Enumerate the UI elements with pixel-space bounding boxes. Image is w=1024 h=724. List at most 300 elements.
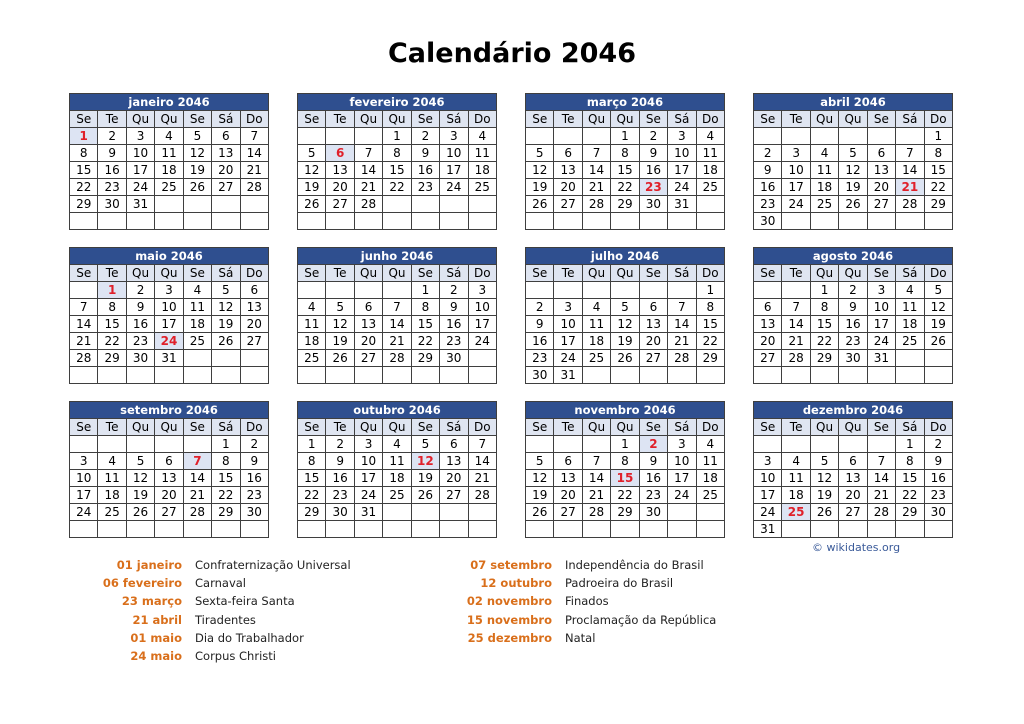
holiday-name: Independência do Brasil bbox=[565, 558, 704, 572]
month-title: agosto 2046 bbox=[754, 248, 953, 265]
day-cell: 19 bbox=[411, 470, 439, 487]
day-cell: 10 bbox=[668, 453, 696, 470]
empty-cell bbox=[411, 213, 439, 230]
holiday-day-cell: 23 bbox=[639, 179, 667, 196]
day-cell: 19 bbox=[611, 333, 639, 350]
weekday-header: Qu bbox=[354, 419, 382, 436]
day-cell: 12 bbox=[526, 470, 554, 487]
month-calendar bbox=[525, 93, 725, 230]
day-cell: 11 bbox=[298, 316, 326, 333]
day-cell: 28 bbox=[354, 196, 382, 213]
day-cell: 6 bbox=[554, 453, 582, 470]
weekday-header: Qu bbox=[611, 111, 639, 128]
day-cell: 14 bbox=[468, 453, 496, 470]
day-cell: 13 bbox=[354, 316, 382, 333]
empty-cell bbox=[383, 504, 411, 521]
day-cell: 16 bbox=[754, 179, 782, 196]
day-cell: 29 bbox=[298, 504, 326, 521]
empty-cell bbox=[98, 367, 126, 384]
day-cell: 15 bbox=[411, 316, 439, 333]
day-cell: 9 bbox=[924, 453, 952, 470]
day-cell: 29 bbox=[696, 350, 724, 367]
empty-cell bbox=[98, 213, 126, 230]
day-cell: 25 bbox=[183, 333, 211, 350]
empty-cell bbox=[354, 367, 382, 384]
day-cell: 1 bbox=[611, 128, 639, 145]
day-cell: 12 bbox=[298, 162, 326, 179]
day-cell: 23 bbox=[754, 196, 782, 213]
day-cell: 8 bbox=[896, 453, 924, 470]
day-cell: 10 bbox=[126, 145, 154, 162]
empty-cell bbox=[468, 367, 496, 384]
day-cell: 18 bbox=[298, 333, 326, 350]
weekday-header: Se bbox=[70, 265, 98, 282]
day-cell: 5 bbox=[411, 436, 439, 453]
day-cell: 16 bbox=[526, 333, 554, 350]
day-cell: 5 bbox=[212, 282, 240, 299]
empty-cell bbox=[782, 436, 810, 453]
day-cell: 11 bbox=[183, 299, 211, 316]
weekday-header: Sá bbox=[896, 111, 924, 128]
weekday-header: Qu bbox=[126, 111, 154, 128]
day-cell: 21 bbox=[468, 470, 496, 487]
month-calendar bbox=[69, 93, 269, 230]
day-cell: 21 bbox=[183, 487, 211, 504]
day-cell: 16 bbox=[326, 470, 354, 487]
day-cell: 13 bbox=[326, 162, 354, 179]
day-cell: 5 bbox=[183, 128, 211, 145]
day-cell: 9 bbox=[126, 299, 154, 316]
day-cell: 9 bbox=[639, 145, 667, 162]
month-calendar bbox=[297, 401, 497, 538]
weekday-header: Do bbox=[468, 419, 496, 436]
day-cell: 12 bbox=[810, 470, 838, 487]
day-cell: 3 bbox=[782, 145, 810, 162]
empty-cell bbox=[240, 521, 268, 538]
empty-cell bbox=[212, 350, 240, 367]
weekday-header: Se bbox=[411, 265, 439, 282]
weekday-header: Do bbox=[924, 111, 952, 128]
weekday-header: Sá bbox=[668, 111, 696, 128]
empty-cell bbox=[298, 521, 326, 538]
weekday-header: Qu bbox=[582, 265, 610, 282]
day-cell: 17 bbox=[668, 162, 696, 179]
empty-cell bbox=[896, 367, 924, 384]
weekday-header: Se bbox=[754, 419, 782, 436]
day-cell: 25 bbox=[383, 487, 411, 504]
empty-cell bbox=[98, 436, 126, 453]
holiday-day-cell: 1 bbox=[98, 282, 126, 299]
day-cell: 11 bbox=[696, 145, 724, 162]
empty-cell bbox=[383, 196, 411, 213]
day-cell: 10 bbox=[354, 453, 382, 470]
day-cell: 23 bbox=[639, 487, 667, 504]
day-cell: 22 bbox=[924, 179, 952, 196]
weekday-header: Do bbox=[240, 111, 268, 128]
day-cell: 13 bbox=[839, 470, 867, 487]
day-cell: 26 bbox=[411, 487, 439, 504]
empty-cell bbox=[810, 436, 838, 453]
day-cell: 17 bbox=[554, 333, 582, 350]
day-cell: 14 bbox=[240, 145, 268, 162]
month-calendar bbox=[297, 247, 497, 384]
day-cell: 8 bbox=[810, 299, 838, 316]
day-cell: 16 bbox=[639, 470, 667, 487]
weekday-header: Do bbox=[468, 111, 496, 128]
day-cell: 20 bbox=[867, 179, 895, 196]
day-cell: 29 bbox=[212, 504, 240, 521]
day-cell: 30 bbox=[526, 367, 554, 384]
weekday-header: Qu bbox=[354, 265, 382, 282]
day-cell: 31 bbox=[867, 350, 895, 367]
day-cell: 3 bbox=[668, 128, 696, 145]
day-cell: 9 bbox=[240, 453, 268, 470]
day-cell: 7 bbox=[354, 145, 382, 162]
day-cell: 6 bbox=[354, 299, 382, 316]
weekday-header: Se bbox=[526, 111, 554, 128]
empty-cell bbox=[896, 350, 924, 367]
empty-cell bbox=[754, 282, 782, 299]
empty-cell bbox=[126, 367, 154, 384]
day-cell: 21 bbox=[668, 333, 696, 350]
day-cell: 21 bbox=[582, 179, 610, 196]
weekday-header: Qu bbox=[155, 419, 183, 436]
day-cell: 3 bbox=[867, 282, 895, 299]
empty-cell bbox=[924, 213, 952, 230]
weekday-header: Se bbox=[867, 419, 895, 436]
empty-cell bbox=[70, 367, 98, 384]
day-cell: 12 bbox=[183, 145, 211, 162]
weekday-header: Do bbox=[696, 111, 724, 128]
holiday-day-cell: 6 bbox=[326, 145, 354, 162]
day-cell: 2 bbox=[924, 436, 952, 453]
day-cell: 10 bbox=[668, 145, 696, 162]
day-cell: 10 bbox=[867, 299, 895, 316]
weekday-header: Te bbox=[326, 111, 354, 128]
weekday-header: Se bbox=[411, 111, 439, 128]
day-cell: 26 bbox=[839, 196, 867, 213]
day-cell: 3 bbox=[668, 436, 696, 453]
empty-cell bbox=[354, 521, 382, 538]
day-cell: 29 bbox=[70, 196, 98, 213]
day-cell: 30 bbox=[839, 350, 867, 367]
day-cell: 15 bbox=[696, 316, 724, 333]
day-cell: 7 bbox=[867, 453, 895, 470]
holiday-date: 24 maio bbox=[130, 649, 182, 663]
weekday-header: Se bbox=[298, 111, 326, 128]
empty-cell bbox=[326, 128, 354, 145]
day-cell: 26 bbox=[526, 196, 554, 213]
day-cell: 14 bbox=[867, 470, 895, 487]
day-cell: 2 bbox=[839, 282, 867, 299]
empty-cell bbox=[326, 521, 354, 538]
day-cell: 21 bbox=[70, 333, 98, 350]
day-cell: 2 bbox=[326, 436, 354, 453]
empty-cell bbox=[70, 213, 98, 230]
day-cell: 21 bbox=[240, 162, 268, 179]
weekday-header: Qu bbox=[126, 265, 154, 282]
empty-cell bbox=[183, 436, 211, 453]
empty-cell bbox=[754, 367, 782, 384]
day-cell: 6 bbox=[639, 299, 667, 316]
empty-cell bbox=[668, 367, 696, 384]
holiday-day-cell: 21 bbox=[896, 179, 924, 196]
day-cell: 13 bbox=[867, 162, 895, 179]
day-cell: 18 bbox=[582, 333, 610, 350]
day-cell: 27 bbox=[554, 196, 582, 213]
day-cell: 18 bbox=[696, 470, 724, 487]
empty-cell bbox=[155, 196, 183, 213]
day-cell: 29 bbox=[411, 350, 439, 367]
day-cell: 10 bbox=[782, 162, 810, 179]
day-cell: 25 bbox=[696, 487, 724, 504]
day-cell: 26 bbox=[126, 504, 154, 521]
empty-cell bbox=[782, 367, 810, 384]
empty-cell bbox=[183, 350, 211, 367]
empty-cell bbox=[696, 367, 724, 384]
holiday-name: Proclamação da República bbox=[565, 612, 717, 627]
weekday-header: Qu bbox=[611, 419, 639, 436]
empty-cell bbox=[754, 128, 782, 145]
empty-cell bbox=[126, 213, 154, 230]
day-cell: 2 bbox=[126, 282, 154, 299]
day-cell: 25 bbox=[810, 196, 838, 213]
empty-cell bbox=[554, 436, 582, 453]
day-cell: 4 bbox=[183, 282, 211, 299]
empty-cell bbox=[639, 521, 667, 538]
weekday-header: Te bbox=[326, 265, 354, 282]
month-calendar bbox=[753, 401, 953, 538]
weekday-header: Do bbox=[240, 265, 268, 282]
day-cell: 12 bbox=[526, 162, 554, 179]
day-cell: 4 bbox=[782, 453, 810, 470]
empty-cell bbox=[298, 128, 326, 145]
day-cell: 7 bbox=[468, 436, 496, 453]
month-title: julho 2046 bbox=[526, 248, 725, 265]
day-cell: 20 bbox=[554, 487, 582, 504]
empty-cell bbox=[839, 213, 867, 230]
day-cell: 28 bbox=[668, 350, 696, 367]
day-cell: 1 bbox=[896, 436, 924, 453]
holiday-name: Carnaval bbox=[195, 576, 246, 591]
day-cell: 8 bbox=[924, 145, 952, 162]
empty-cell bbox=[126, 521, 154, 538]
day-cell: 17 bbox=[754, 487, 782, 504]
weekday-header: Qu bbox=[582, 419, 610, 436]
day-cell: 9 bbox=[411, 145, 439, 162]
day-cell: 25 bbox=[696, 179, 724, 196]
empty-cell bbox=[298, 282, 326, 299]
day-cell: 15 bbox=[896, 470, 924, 487]
weekday-header: Te bbox=[782, 419, 810, 436]
empty-cell bbox=[839, 128, 867, 145]
day-cell: 16 bbox=[924, 470, 952, 487]
weekday-header: Se bbox=[639, 111, 667, 128]
weekday-header: Te bbox=[554, 111, 582, 128]
day-cell: 26 bbox=[924, 333, 952, 350]
empty-cell bbox=[582, 436, 610, 453]
weekday-header: Sá bbox=[440, 111, 468, 128]
month-title: março 2046 bbox=[526, 94, 725, 111]
day-cell: 17 bbox=[126, 162, 154, 179]
weekday-header: Qu bbox=[611, 265, 639, 282]
weekday-header: Se bbox=[183, 265, 211, 282]
empty-cell bbox=[526, 128, 554, 145]
empty-cell bbox=[155, 367, 183, 384]
day-cell: 10 bbox=[554, 316, 582, 333]
day-cell: 13 bbox=[639, 316, 667, 333]
day-cell: 7 bbox=[70, 299, 98, 316]
day-cell: 14 bbox=[896, 162, 924, 179]
empty-cell bbox=[468, 350, 496, 367]
day-cell: 19 bbox=[298, 179, 326, 196]
day-cell: 17 bbox=[468, 316, 496, 333]
day-cell: 31 bbox=[668, 196, 696, 213]
day-cell: 29 bbox=[611, 196, 639, 213]
day-cell: 2 bbox=[639, 128, 667, 145]
credit-link[interactable]: © wikidates.org bbox=[812, 541, 901, 554]
day-cell: 4 bbox=[696, 436, 724, 453]
day-cell: 21 bbox=[354, 179, 382, 196]
day-cell: 25 bbox=[468, 179, 496, 196]
day-cell: 1 bbox=[411, 282, 439, 299]
day-cell: 11 bbox=[98, 470, 126, 487]
day-cell: 10 bbox=[468, 299, 496, 316]
holiday-date: 02 novembro bbox=[466, 594, 552, 609]
day-cell: 24 bbox=[554, 350, 582, 367]
empty-cell bbox=[411, 367, 439, 384]
empty-cell bbox=[668, 213, 696, 230]
day-cell: 9 bbox=[440, 299, 468, 316]
day-cell: 28 bbox=[582, 504, 610, 521]
empty-cell bbox=[440, 367, 468, 384]
day-cell: 6 bbox=[440, 436, 468, 453]
empty-cell bbox=[582, 521, 610, 538]
day-cell: 23 bbox=[126, 333, 154, 350]
day-cell: 8 bbox=[298, 453, 326, 470]
day-cell: 20 bbox=[326, 179, 354, 196]
day-cell: 5 bbox=[611, 299, 639, 316]
day-cell: 3 bbox=[554, 299, 582, 316]
day-cell: 8 bbox=[411, 299, 439, 316]
empty-cell bbox=[611, 213, 639, 230]
day-cell: 19 bbox=[924, 316, 952, 333]
holiday-day-cell: 15 bbox=[611, 470, 639, 487]
empty-cell bbox=[411, 196, 439, 213]
empty-cell bbox=[924, 350, 952, 367]
day-cell: 15 bbox=[810, 316, 838, 333]
holiday-day-cell: 24 bbox=[155, 333, 183, 350]
day-cell: 3 bbox=[354, 436, 382, 453]
empty-cell bbox=[896, 521, 924, 538]
empty-cell bbox=[468, 521, 496, 538]
weekday-header: Se bbox=[70, 419, 98, 436]
empty-cell bbox=[782, 521, 810, 538]
empty-cell bbox=[240, 196, 268, 213]
day-cell: 26 bbox=[298, 196, 326, 213]
day-cell: 5 bbox=[326, 299, 354, 316]
day-cell: 5 bbox=[298, 145, 326, 162]
day-cell: 24 bbox=[468, 333, 496, 350]
day-cell: 20 bbox=[240, 316, 268, 333]
day-cell: 22 bbox=[611, 179, 639, 196]
weekday-header: Se bbox=[639, 265, 667, 282]
day-cell: 11 bbox=[383, 453, 411, 470]
holiday-day-cell: 1 bbox=[70, 128, 98, 145]
weekday-header: Se bbox=[298, 265, 326, 282]
empty-cell bbox=[440, 504, 468, 521]
empty-cell bbox=[611, 282, 639, 299]
month-title: dezembro 2046 bbox=[754, 402, 953, 419]
weekday-header: Se bbox=[867, 265, 895, 282]
empty-cell bbox=[212, 196, 240, 213]
day-cell: 22 bbox=[212, 487, 240, 504]
day-cell: 9 bbox=[839, 299, 867, 316]
empty-cell bbox=[668, 504, 696, 521]
day-cell: 3 bbox=[70, 453, 98, 470]
day-cell: 3 bbox=[126, 128, 154, 145]
page-title: Calendário 2046 bbox=[387, 38, 637, 69]
day-cell: 19 bbox=[212, 316, 240, 333]
weekday-header: Do bbox=[696, 265, 724, 282]
weekday-header: Sá bbox=[668, 419, 696, 436]
day-cell: 4 bbox=[468, 128, 496, 145]
month-title: abril 2046 bbox=[754, 94, 953, 111]
empty-cell bbox=[839, 521, 867, 538]
day-cell: 30 bbox=[924, 504, 952, 521]
day-cell: 22 bbox=[298, 487, 326, 504]
day-cell: 16 bbox=[639, 162, 667, 179]
weekday-header: Qu bbox=[383, 265, 411, 282]
day-cell: 15 bbox=[298, 470, 326, 487]
day-cell: 4 bbox=[696, 128, 724, 145]
day-cell: 18 bbox=[98, 487, 126, 504]
weekday-header: Se bbox=[298, 419, 326, 436]
day-cell: 2 bbox=[411, 128, 439, 145]
day-cell: 16 bbox=[839, 316, 867, 333]
day-cell: 12 bbox=[326, 316, 354, 333]
day-cell: 26 bbox=[212, 333, 240, 350]
holiday-day-cell: 25 bbox=[782, 504, 810, 521]
empty-cell bbox=[896, 128, 924, 145]
month-calendar bbox=[525, 247, 725, 384]
weekday-header: Qu bbox=[126, 419, 154, 436]
empty-cell bbox=[183, 367, 211, 384]
day-cell: 28 bbox=[383, 350, 411, 367]
weekday-header: Qu bbox=[383, 111, 411, 128]
day-cell: 26 bbox=[183, 179, 211, 196]
day-cell: 16 bbox=[240, 470, 268, 487]
day-cell: 23 bbox=[98, 179, 126, 196]
empty-cell bbox=[468, 213, 496, 230]
empty-cell bbox=[212, 367, 240, 384]
empty-cell bbox=[526, 213, 554, 230]
empty-cell bbox=[326, 367, 354, 384]
day-cell: 19 bbox=[326, 333, 354, 350]
day-cell: 22 bbox=[70, 179, 98, 196]
month-title: outubro 2046 bbox=[298, 402, 497, 419]
holiday-name: Padroeira do Brasil bbox=[565, 576, 674, 591]
day-cell: 27 bbox=[326, 196, 354, 213]
holiday-name: Dia do Trabalhador bbox=[195, 630, 304, 645]
day-cell: 5 bbox=[924, 282, 952, 299]
day-cell: 26 bbox=[326, 350, 354, 367]
day-cell: 28 bbox=[867, 504, 895, 521]
weekday-header: Do bbox=[696, 419, 724, 436]
empty-cell bbox=[810, 128, 838, 145]
day-cell: 6 bbox=[554, 145, 582, 162]
weekday-header: Sá bbox=[212, 265, 240, 282]
